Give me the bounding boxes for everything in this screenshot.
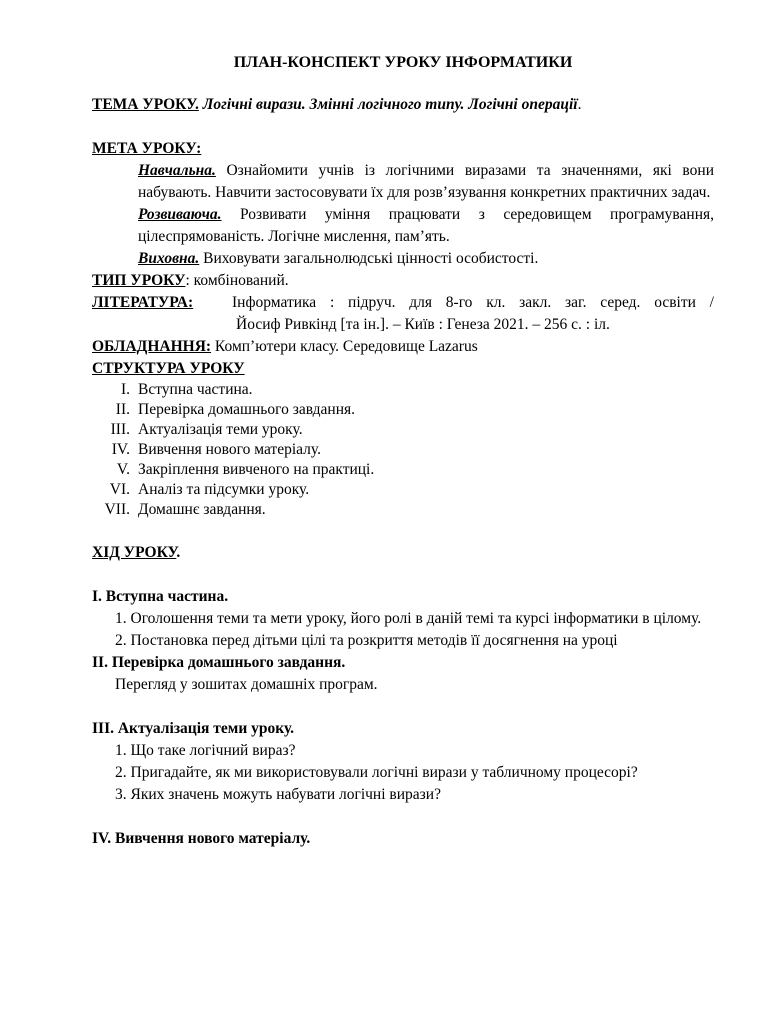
list-item-number: VII. <box>104 501 130 518</box>
section-3-question-3: 3. Яких значень можуть набувати логічні вирази? <box>115 786 441 803</box>
list-item <box>92 380 714 400</box>
section-2-paragraph-1: Перегляд у зошитах домашніх програм. <box>115 676 378 693</box>
goal-item-developmental <box>92 204 714 248</box>
topic-text: Логічні вирази. Змінні логічного типу. Логічні операції <box>202 96 578 113</box>
list-item-text: Перевірка домашнього завдання. <box>138 401 355 418</box>
list-item-number: I. <box>120 381 130 398</box>
section-4-title: IV. Вивчення нового матеріалу. <box>92 830 311 847</box>
page-title: ПЛАН-КОНСПЕКТ УРОКУ ІНФОРМАТИКИ <box>233 54 573 71</box>
equipment-label: ОБЛАДНАННЯ: <box>92 338 212 355</box>
section-3-title: III. Актуалізація теми уроку. <box>92 720 295 737</box>
lesson-type <box>92 270 714 292</box>
list-item <box>92 460 714 480</box>
section-2-title: II. Перевірка домашнього завдання. <box>92 654 346 671</box>
progress-end: . <box>176 544 181 561</box>
document-page <box>92 52 714 850</box>
section-1-paragraph-1: 1. Оголошення теми та мети уроку, його ролі в даній темі та курсі інформатики в цілому. <box>115 610 702 627</box>
list-item-text: Вступна частина. <box>138 381 253 398</box>
list-item <box>92 400 714 420</box>
list-item-text: Закріплення вивченого на практиці. <box>138 461 375 478</box>
equipment-text: Комп’ютери класу. Середовище Lazarus <box>211 338 478 355</box>
progress-heading <box>92 542 714 564</box>
list-item <box>92 440 714 460</box>
list-item-text: Аналіз та підсумки уроку. <box>138 481 310 498</box>
topic-end: . <box>577 96 582 113</box>
list-item-number: II. <box>115 401 130 418</box>
list-item-text: Домашнє завдання. <box>138 501 266 518</box>
goal-item-upbringing <box>92 248 714 270</box>
list-item <box>92 500 714 520</box>
structure-list <box>92 380 714 520</box>
section-1-title: I. Вступна частина. <box>92 588 229 605</box>
goal-item-label: Навчальна. <box>138 162 216 179</box>
section-3-question-2: 2. Пригадайте, як ми використовували логічні вирази у табличному процесорі? <box>115 764 638 781</box>
goal-item-label: Розвиваюча. <box>138 206 222 223</box>
topic-line <box>92 94 714 116</box>
goal-item-text: Виховувати загальнолюдські цінності особистості. <box>199 250 539 267</box>
list-item-text: Актуалізація теми уроку. <box>138 421 303 438</box>
goal-heading <box>92 138 714 160</box>
list-item-number: IV. <box>111 441 130 458</box>
progress-label: ХІД УРОКУ <box>92 544 177 561</box>
section-1-paragraph-2: 2. Постановка перед дітьми цілі та розкриття методів її досягнення на уроці <box>115 632 618 649</box>
list-item <box>92 420 714 440</box>
equipment <box>92 336 714 358</box>
literature-line-1: Інформатика : підруч. для 8-го кл. закл. заг. серед. освіти / <box>232 294 714 311</box>
goal-item-label: Виховна. <box>138 250 200 267</box>
section-3-question-1: 1. Що таке логічний вираз? <box>115 742 296 759</box>
lesson-type-text: : комбінований. <box>185 272 289 289</box>
structure-heading <box>92 358 714 380</box>
literature-line-2: Йосиф Ривкінд [та ін.]. – Київ : Генеза 2021. – 256 с. : іл. <box>236 316 610 333</box>
list-item <box>92 480 714 500</box>
goal-item-educational <box>92 160 714 204</box>
topic-label: ТЕМА УРОКУ. <box>92 96 199 113</box>
lesson-type-label: ТИП УРОКУ <box>92 272 186 289</box>
list-item-number: III. <box>110 421 130 438</box>
list-item-text: Вивчення нового матеріалу. <box>138 441 321 458</box>
goal-item-text: Розвивати уміння працювати з середовищем програмування, цілеспрямованість. Логічне мислення, пам’ять. <box>138 206 714 245</box>
list-item-number: V. <box>116 461 130 478</box>
goal-label: МЕТА УРОКУ: <box>92 140 202 157</box>
goal-item-text: Ознайомити учнів із логічними виразами та значеннями, які вони набувають. Навчити застосовувати їх для розв’язування конкретних практичних задач. <box>138 162 714 201</box>
literature-label: ЛІТЕРАТУРА: <box>92 294 194 311</box>
structure-label: СТРУКТУРА УРОКУ <box>92 360 245 377</box>
list-item-number: VI. <box>109 481 130 498</box>
literature <box>92 292 714 336</box>
